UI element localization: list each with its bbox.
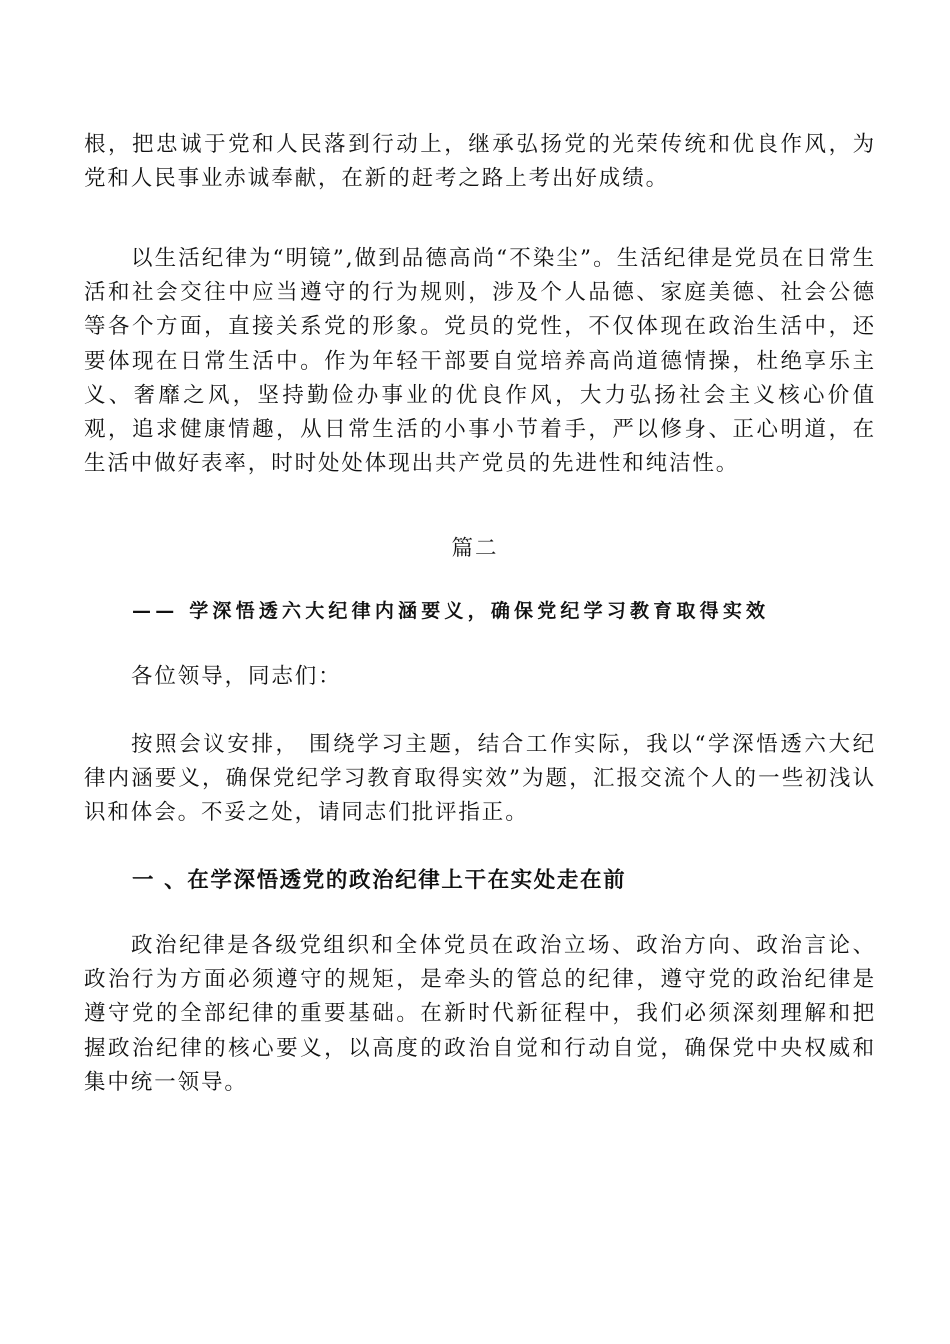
paragraph-intro: 按照会议安排， 围绕学习主题，结合工作实际，我以“学深悟透六大纪律内涵要义，确保党纪学习教育取得实效”为题，汇报交流个人的一些初浅认识和体会。不妥之处，请同志们批评指正。 bbox=[84, 732, 876, 826]
subtitle: —— 学深悟透六大纪律内涵要义，确保党纪学习教育取得实效 bbox=[132, 600, 770, 622]
section-one-heading: 一 、在学深悟透党的政治纪律上干在实处走在前 bbox=[132, 868, 627, 893]
paragraph-continuation: 根，把忠诚于党和人民落到行动上，继承弘扬党的光荣传统和优良作风，为党和人民事业赤诚奉献，在新的赶考之路上考出好成绩。 bbox=[84, 132, 876, 192]
paragraph-political-discipline: 政治纪律是各级党组织和全体党员在政治立场、政治方向、政治言论、政治行为方面必须遵守的规矩，是牵头的管总的纪律，遵守党的政治纪律是遵守党的全部纪律的重要基础。在新时代新征程中，我们必须深刻理解和把握政治纪律的核心要义，以高度的政治自觉和行动自觉，确保党中央权威和集中统一领导。 bbox=[84, 933, 876, 1095]
paragraph-life-discipline: 以生活纪律为“明镜”,做到品德高尚“不染尘”。生活纪律是党员在日常生活和社会交往中应当遵守的行为规则，涉及个人品德、家庭美德、社会公德等各个方面，直接关系党的形象。党员的党性，不仅体现在政治生活中，还要体现在日常生活中。作为年轻干部要自觉培养高尚道德情操，杜绝享乐主义、奢靡之风，坚持勤俭办事业的优良作风，大力弘扬社会主义核心价值观，追求健康情趣，从日常生活的小事小节着手，严以修身、正心明道，在生活中做好表率，时时处处体现出共产党员的先进性和纯洁性。 bbox=[84, 246, 876, 477]
chapter-heading: 篇二 bbox=[451, 536, 499, 561]
greeting: 各位领导，同志们： bbox=[131, 664, 342, 689]
